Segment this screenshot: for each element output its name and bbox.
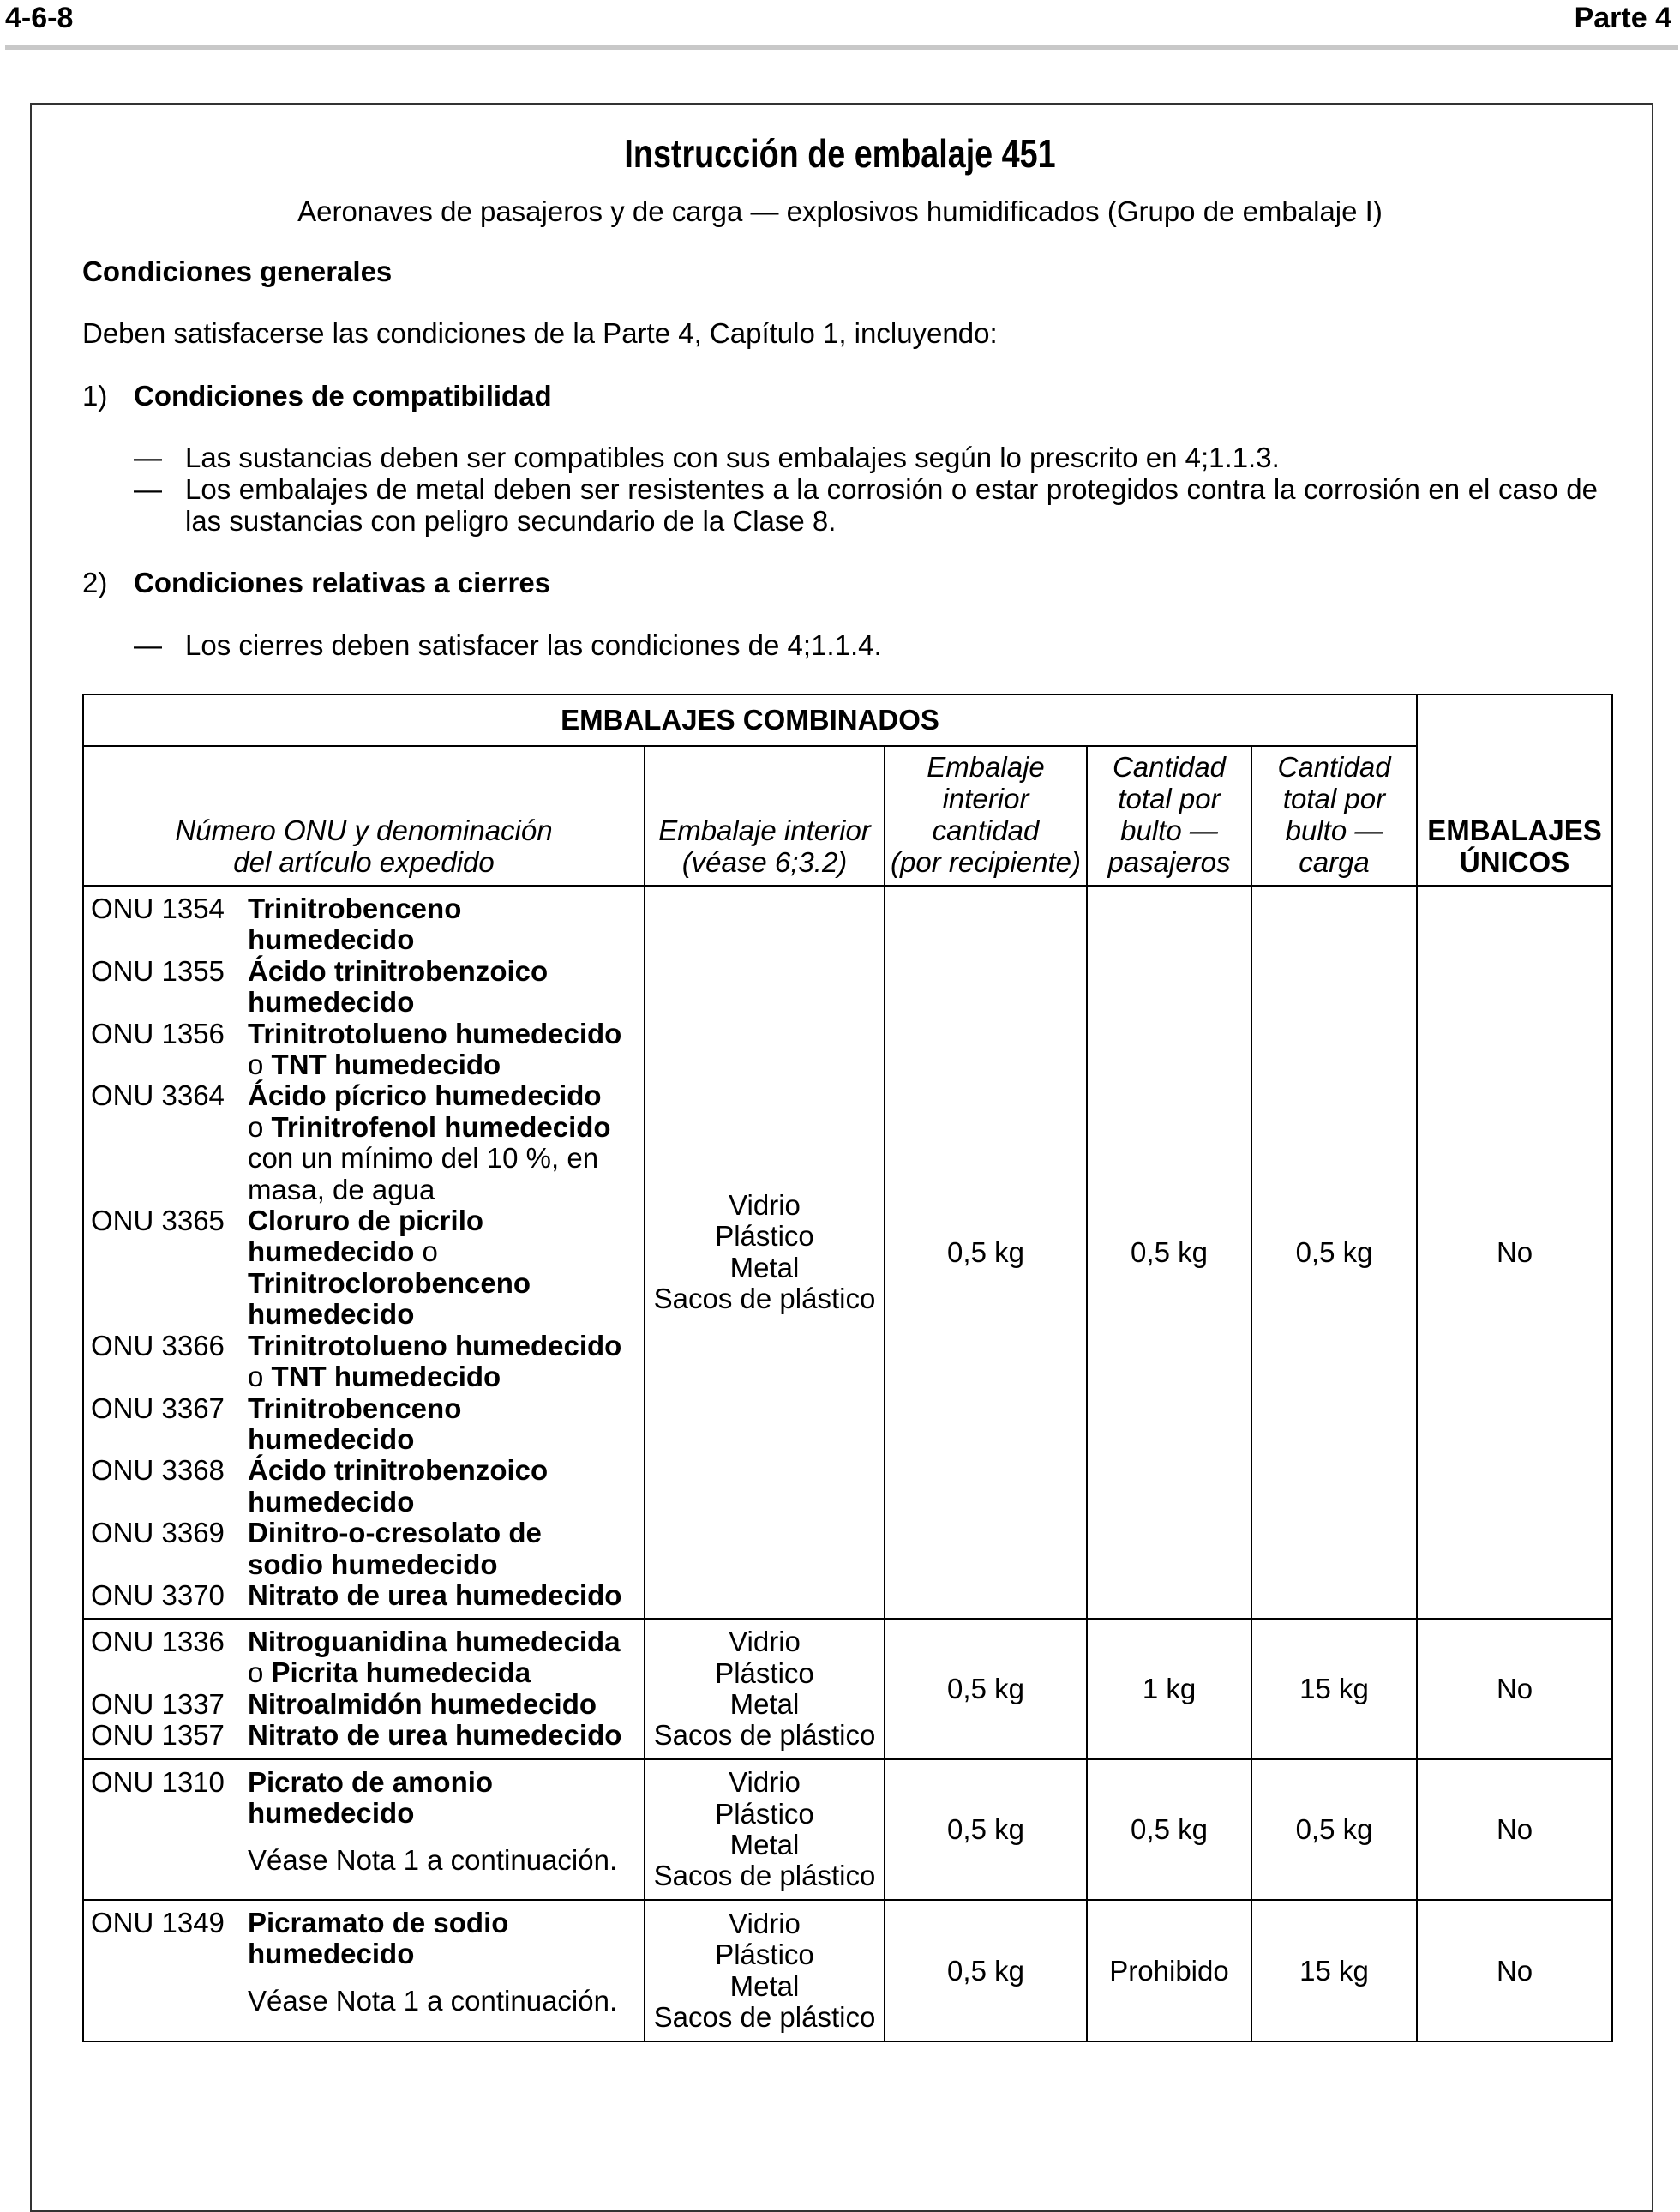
un-number (91, 1657, 248, 1688)
un-number: ONU 1357 (91, 1719, 225, 1752)
inner-quantity-cell: 0,5 kg (885, 1900, 1087, 2041)
note-spacer (91, 1830, 644, 1845)
un-number: ONU 3369 (91, 1517, 225, 1549)
part-label: Parte 4 (1574, 2, 1671, 34)
substance-name (248, 1487, 644, 1518)
substance-name-bold: TNT humedecido (271, 1361, 501, 1393)
un-entry-line (91, 924, 644, 955)
un-number (91, 1487, 248, 1518)
inner-packaging-cell (645, 886, 885, 1619)
single-packagings-cell: No (1417, 1900, 1612, 2041)
packaging-type: Metal (729, 1251, 800, 1283)
un-entries-cell (83, 1900, 645, 2041)
substance-name-bold: Trinitrotolueno humedecido (248, 1329, 622, 1361)
substance-name-bold: Dinitro-o-cresolato de (248, 1517, 542, 1549)
un-number (91, 1175, 248, 1205)
substance-name-bold: Trinitrotolueno humedecido (248, 1017, 622, 1049)
un-entry-line (91, 1689, 644, 1720)
packaging-type: Metal (729, 1829, 800, 1860)
header-line: Número ONU y denominación (175, 814, 553, 846)
packaging-type: Sacos de plástico (653, 1860, 876, 1892)
packaging-type: Vidrio (729, 1766, 801, 1799)
inner-packaging-column-header (645, 746, 885, 886)
cargo-quantity-cell: 15 kg (1251, 1619, 1417, 1759)
substance-name (248, 893, 644, 924)
item-text: Las sustancias deben ser compatibles con sus embalajes según lo prescrito en 4;1.1.3. (185, 442, 1280, 473)
note-spacer (91, 1970, 644, 1986)
page-number: 4-6-8 (5, 2, 74, 34)
substance-name (248, 1393, 644, 1424)
un-number (91, 1236, 248, 1267)
inner-packaging-cell (645, 1759, 885, 1900)
connector-text: o (248, 1049, 272, 1081)
un-number: ONU 1349 (91, 1907, 225, 1939)
un-entry-line (91, 1908, 644, 1939)
packing-table (82, 694, 1613, 2042)
un-entry-line (91, 1019, 644, 1049)
un-entry-line (91, 1657, 644, 1688)
header-line: total por (1282, 783, 1386, 814)
substance-name (248, 987, 644, 1018)
un-entries-cell (83, 886, 645, 1619)
section-2-number: 2) (82, 567, 108, 598)
substance-name-bold: Ácido trinitrobenzoico (248, 1454, 549, 1487)
item-text: Los embalajes de metal deben ser resistentes a la corrosión o estar protegidos contra la corrosión en el caso de las sustancias con peligro secundario de la Clase 8. (185, 473, 1598, 537)
inner-packaging-cell (645, 1619, 885, 1759)
substance-name (248, 1549, 644, 1580)
connector-text: con un mínimo del 10 %, en (248, 1142, 599, 1175)
un-number (91, 1798, 248, 1829)
substance-name (248, 956, 644, 987)
section-1-number: 1) (82, 380, 108, 412)
item-text: Los cierres deben satisfacer las condiciones de 4;1.1.4. (185, 629, 882, 661)
substance-name-bold: Nitrato de urea humedecido (248, 1719, 622, 1752)
substance-name-bold: Picramato de sodio (248, 1907, 509, 1939)
un-entry-line (91, 1049, 644, 1080)
header-line: bulto — (1120, 814, 1218, 846)
un-entry-line (91, 1361, 644, 1392)
substance-name (248, 1175, 644, 1205)
substance-name (248, 1236, 644, 1267)
page-title: Instrucción de embalaje 451 (624, 131, 1056, 176)
un-entry-line (91, 1626, 644, 1657)
connector-text: o (248, 1110, 272, 1143)
un-entry-line (91, 1798, 644, 1829)
header-line: total por (1118, 783, 1221, 814)
page-subtitle: Aeronaves de pasajeros y de carga — explosivos humidificados (Grupo de embalaje I) (297, 195, 1383, 227)
un-entry-line (91, 1393, 644, 1424)
un-entry-line (91, 1549, 644, 1580)
substance-name-bold: Trinitrobenceno (248, 1392, 462, 1424)
substance-name (248, 1720, 644, 1751)
header-line: carga (1299, 846, 1370, 878)
un-entry-line (91, 1236, 644, 1267)
page-header (0, 0, 1680, 43)
cargo-quantity-cell: 0,5 kg (1251, 1759, 1417, 1900)
substance-name-bold: humedecido (248, 1298, 415, 1331)
substance-name (248, 1268, 644, 1299)
un-entry-line (91, 987, 644, 1018)
inner-quantity-column-header (885, 746, 1087, 886)
note-line (91, 1986, 644, 2017)
packaging-type: Plástico (715, 1797, 814, 1830)
un-number (91, 1112, 248, 1143)
packaging-type: Vidrio (729, 1626, 801, 1658)
un-number: ONU 1310 (91, 1766, 225, 1798)
cargo-quantity-cell: 0,5 kg (1251, 886, 1417, 1619)
un-number: ONU 3368 (91, 1454, 225, 1487)
substance-name-bold: Cloruro de picrilo (248, 1205, 484, 1237)
substance-name (248, 1299, 644, 1330)
substance-name-bold: humedecido (248, 1485, 415, 1518)
header-rule (5, 45, 1678, 50)
un-entry-line (91, 1487, 644, 1518)
inner-quantity-cell: 0,5 kg (885, 1619, 1087, 1759)
un-number (91, 987, 248, 1018)
un-entry-line (91, 1720, 644, 1751)
header-line: (véase 6;3.2) (681, 846, 848, 878)
single-packagings-cell: No (1417, 1619, 1612, 1759)
un-entries-cell (83, 1759, 645, 1900)
substance-name-bold: humedecido (248, 1422, 415, 1455)
substance-name (248, 1143, 644, 1174)
substance-name-bold: humedecido (248, 1938, 415, 1970)
substance-name-bold: Trinitroclorobenceno (248, 1266, 531, 1299)
un-entry-line (91, 1424, 644, 1455)
substance-name-bold: Trinitrofenol humedecido (271, 1110, 611, 1143)
un-number: ONU 3370 (91, 1578, 225, 1611)
substance-name-bold: Picrita humedecida (271, 1656, 531, 1689)
table-row (83, 1900, 1612, 2041)
un-number (91, 1424, 248, 1455)
connector-text: o (248, 1656, 272, 1689)
connector-text: o (414, 1235, 438, 1268)
packaging-type: Sacos de plástico (653, 1282, 876, 1314)
un-number: ONU 3364 (91, 1079, 225, 1112)
note-indent (91, 1986, 248, 2017)
table-row (83, 1759, 1612, 1900)
substance-name-bold: Ácido trinitrobenzoico (248, 954, 549, 987)
un-entry-line (91, 1299, 644, 1330)
general-conditions-heading: Condiciones generales (82, 255, 393, 287)
un-number: ONU 3365 (91, 1205, 225, 1237)
substance-name (248, 1798, 644, 1829)
header-line: EMBALAJES (1427, 814, 1602, 846)
header-line: (por recipiente) (891, 846, 1081, 878)
section-1-heading: Condiciones de compatibilidad (134, 380, 552, 412)
combined-packagings-header: EMBALAJES COMBINADOS (83, 694, 1417, 746)
substance-name (248, 1019, 644, 1049)
section-1-item-2 (134, 473, 1598, 542)
section-2-heading: Condiciones relativas a cierres (134, 567, 551, 598)
un-entry-line (91, 1455, 644, 1486)
un-entry-line (91, 1580, 644, 1611)
header-line: Cantidad (1112, 751, 1227, 783)
passenger-quantity-cell: Prohibido (1087, 1900, 1251, 2041)
single-packagings-header (1417, 694, 1612, 886)
substance-name (248, 1455, 644, 1486)
substance-name (248, 1580, 644, 1611)
header-line: ÚNICOS (1459, 846, 1570, 878)
un-entry-line (91, 1268, 644, 1299)
packaging-type: Plástico (715, 1220, 814, 1253)
header-line: cantidad (932, 814, 1040, 846)
un-entry-line (91, 1143, 644, 1174)
un-entry-line (91, 1080, 644, 1111)
substance-name-bold: humedecido (248, 1235, 415, 1268)
cargo-quantity-column-header (1251, 746, 1417, 886)
un-number: ONU 1336 (91, 1626, 225, 1657)
substance-name (248, 1049, 644, 1080)
substance-name-bold: TNT humedecido (271, 1049, 501, 1081)
header-line: Cantidad (1277, 751, 1391, 783)
un-number (91, 1049, 248, 1080)
note-line (91, 1845, 644, 1876)
substance-name (248, 1331, 644, 1361)
un-entry-line (91, 956, 644, 987)
header-line: Embalaje (927, 751, 1045, 783)
substance-name (248, 1908, 644, 1939)
packaging-type: Plástico (715, 1656, 814, 1689)
un-number: ONU 1337 (91, 1687, 225, 1720)
connector-text: masa, de agua (248, 1173, 435, 1205)
substance-name-bold: sodio humedecido (248, 1548, 498, 1580)
inner-quantity-cell: 0,5 kg (885, 1759, 1087, 1900)
header-line: del artículo expedido (233, 846, 495, 878)
substance-name-bold: humedecido (248, 923, 415, 956)
passenger-quantity-cell: 0,5 kg (1087, 886, 1251, 1619)
connector-text: o (248, 1361, 272, 1393)
cargo-quantity-cell: 15 kg (1251, 1900, 1417, 2041)
un-number (91, 924, 248, 955)
un-entry-line (91, 1205, 644, 1236)
un-number: ONU 3366 (91, 1329, 225, 1361)
un-number: ONU 1355 (91, 954, 225, 987)
un-entry-line (91, 1331, 644, 1361)
substance-name (248, 1657, 644, 1688)
table-row (83, 1619, 1612, 1759)
substance-name (248, 1767, 644, 1798)
un-number: ONU 1356 (91, 1017, 225, 1049)
un-entry-line (91, 1175, 644, 1205)
see-note-text: Véase Nota 1 a continuación. (248, 1843, 618, 1876)
substance-name-bold: Trinitrobenceno (248, 893, 462, 924)
packaging-type: Sacos de plástico (653, 1719, 876, 1752)
substance-name (248, 1112, 644, 1143)
un-entry-line (91, 1767, 644, 1798)
un-number: ONU 1354 (91, 893, 225, 924)
header-line: bulto — (1285, 814, 1383, 846)
substance-name-bold: Nitroguanidina humedecida (248, 1626, 621, 1657)
bullet-dash: — (134, 473, 162, 505)
substance-name (248, 924, 644, 955)
un-number (91, 1549, 248, 1580)
un-entries-cell (83, 1619, 645, 1759)
un-number-column-header (83, 746, 645, 886)
substance-name (248, 1361, 644, 1392)
inner-quantity-cell: 0,5 kg (885, 886, 1087, 1619)
packaging-type: Sacos de plástico (653, 2000, 876, 2033)
note-indent (91, 1845, 248, 1876)
see-note-text: Véase Nota 1 a continuación. (248, 1984, 618, 2017)
packaging-type: Plástico (715, 1939, 814, 1971)
substance-name-bold: Nitrato de urea humedecido (248, 1578, 622, 1611)
header-line: interior (942, 783, 1029, 814)
passenger-quantity-column-header (1087, 746, 1251, 886)
substance-name (248, 1518, 644, 1548)
header-line: Embalaje interior (658, 814, 871, 846)
un-entry-line (91, 1939, 644, 1969)
un-number: ONU 3367 (91, 1392, 225, 1424)
substance-name-bold: Nitroalmidón humedecido (248, 1687, 597, 1720)
section-2-item-1 (134, 629, 1598, 664)
substance-name (248, 1626, 644, 1657)
packaging-type: Metal (729, 1969, 800, 2002)
un-entry-line (91, 1112, 644, 1143)
substance-name (248, 1424, 644, 1455)
packaging-type: Vidrio (729, 1907, 801, 1939)
substance-name (248, 1939, 644, 1969)
section-1-item-1 (134, 442, 1598, 476)
substance-name (248, 1080, 644, 1111)
un-number (91, 1268, 248, 1299)
passenger-quantity-cell: 1 kg (1087, 1619, 1251, 1759)
bullet-dash: — (134, 629, 162, 661)
un-entry-line (91, 1518, 644, 1548)
inner-packaging-cell (645, 1900, 885, 2041)
passenger-quantity-cell: 0,5 kg (1087, 1759, 1251, 1900)
substance-name-bold: Ácido pícrico humedecido (248, 1079, 602, 1112)
un-entry-line (91, 893, 644, 924)
un-number (91, 1299, 248, 1330)
table-row (83, 886, 1612, 1619)
substance-name-bold: Picrato de amonio (248, 1766, 494, 1798)
substance-name (248, 1689, 644, 1720)
single-packagings-cell: No (1417, 1759, 1612, 1900)
un-number (91, 1143, 248, 1174)
packaging-type: Metal (729, 1688, 800, 1720)
intro-text: Deben satisfacerse las condiciones de la Parte 4, Capítulo 1, incluyendo: (82, 317, 998, 349)
bullet-dash: — (134, 442, 162, 473)
un-number (91, 1361, 248, 1392)
substance-name-bold: humedecido (248, 986, 415, 1019)
header-line: pasajeros (1107, 846, 1231, 878)
packaging-type: Vidrio (729, 1188, 801, 1221)
un-number (91, 1939, 248, 1969)
single-packagings-cell: No (1417, 886, 1612, 1619)
substance-name (248, 1205, 644, 1236)
substance-name-bold: humedecido (248, 1797, 415, 1830)
